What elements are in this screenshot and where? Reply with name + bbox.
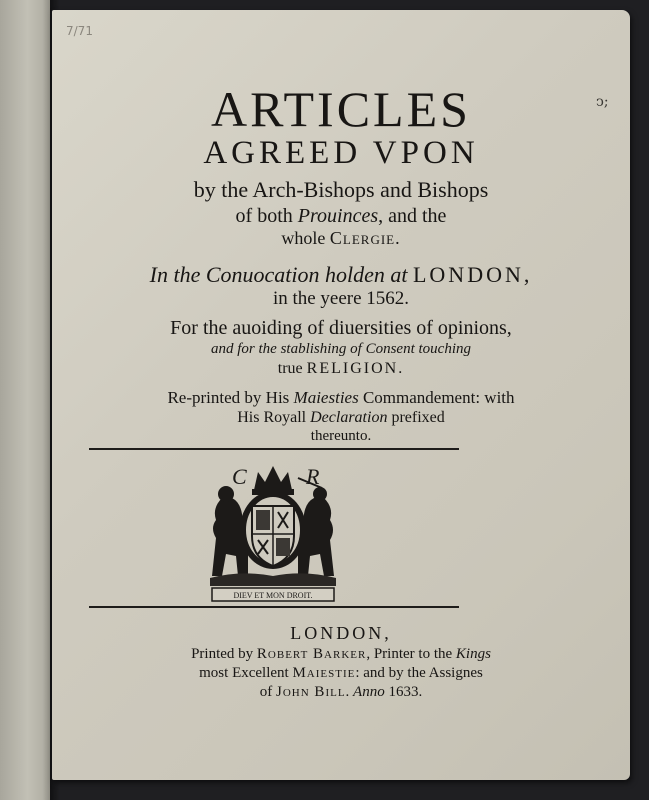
title-line-1: ARTICLES: [211, 81, 471, 137]
imprint-place: LONDON,: [290, 623, 392, 643]
margin-mark: ↄ;: [596, 94, 609, 110]
subtitle-line-5: whole Clergie.: [281, 228, 401, 248]
svg-text:C: C: [232, 464, 247, 489]
svg-text:R: R: [306, 464, 320, 489]
crest-motto: DIEV ET MON DROIT.: [233, 591, 313, 600]
reprint-line-1: Re-printed by His Maiesties Commandement: with: [167, 388, 515, 407]
purpose-line-3: true RELIGION.: [277, 360, 405, 377]
year-line: in the yeere 1562.: [272, 288, 410, 309]
imprint-line-2: Printed by Robert Barker, Printer to the Kings: [191, 646, 491, 662]
purpose-line-2: and for the stablishing of Consent touching: [210, 341, 471, 357]
title-page: [52, 10, 630, 780]
royal-arms-icon: [202, 458, 344, 603]
purpose-line-1: For the auoiding of diuersities of opinions,: [170, 317, 512, 339]
book-edge: [0, 0, 50, 800]
reprint-line-2: His Royall Declaration prefixed: [237, 409, 445, 426]
imprint-line-4: of John Bill. Anno 1633.: [259, 684, 423, 700]
subtitle-line-4: of both Prouinces, and the: [235, 205, 447, 227]
subtitle-line-3: by the Arch-Bishops and Bishops: [193, 177, 489, 202]
upper-rule: [89, 448, 459, 450]
convocation-line: In the Conuocation holden at LONDON,: [149, 262, 533, 287]
reprint-line-3: thereunto.: [310, 428, 372, 444]
lower-rule: [89, 606, 459, 608]
title-line-2: AGREED VPON: [203, 135, 479, 171]
pencil-note: 7/71: [66, 24, 93, 38]
imprint-line-3: most Excellent Maiestie: and by the Assignes: [199, 665, 483, 681]
